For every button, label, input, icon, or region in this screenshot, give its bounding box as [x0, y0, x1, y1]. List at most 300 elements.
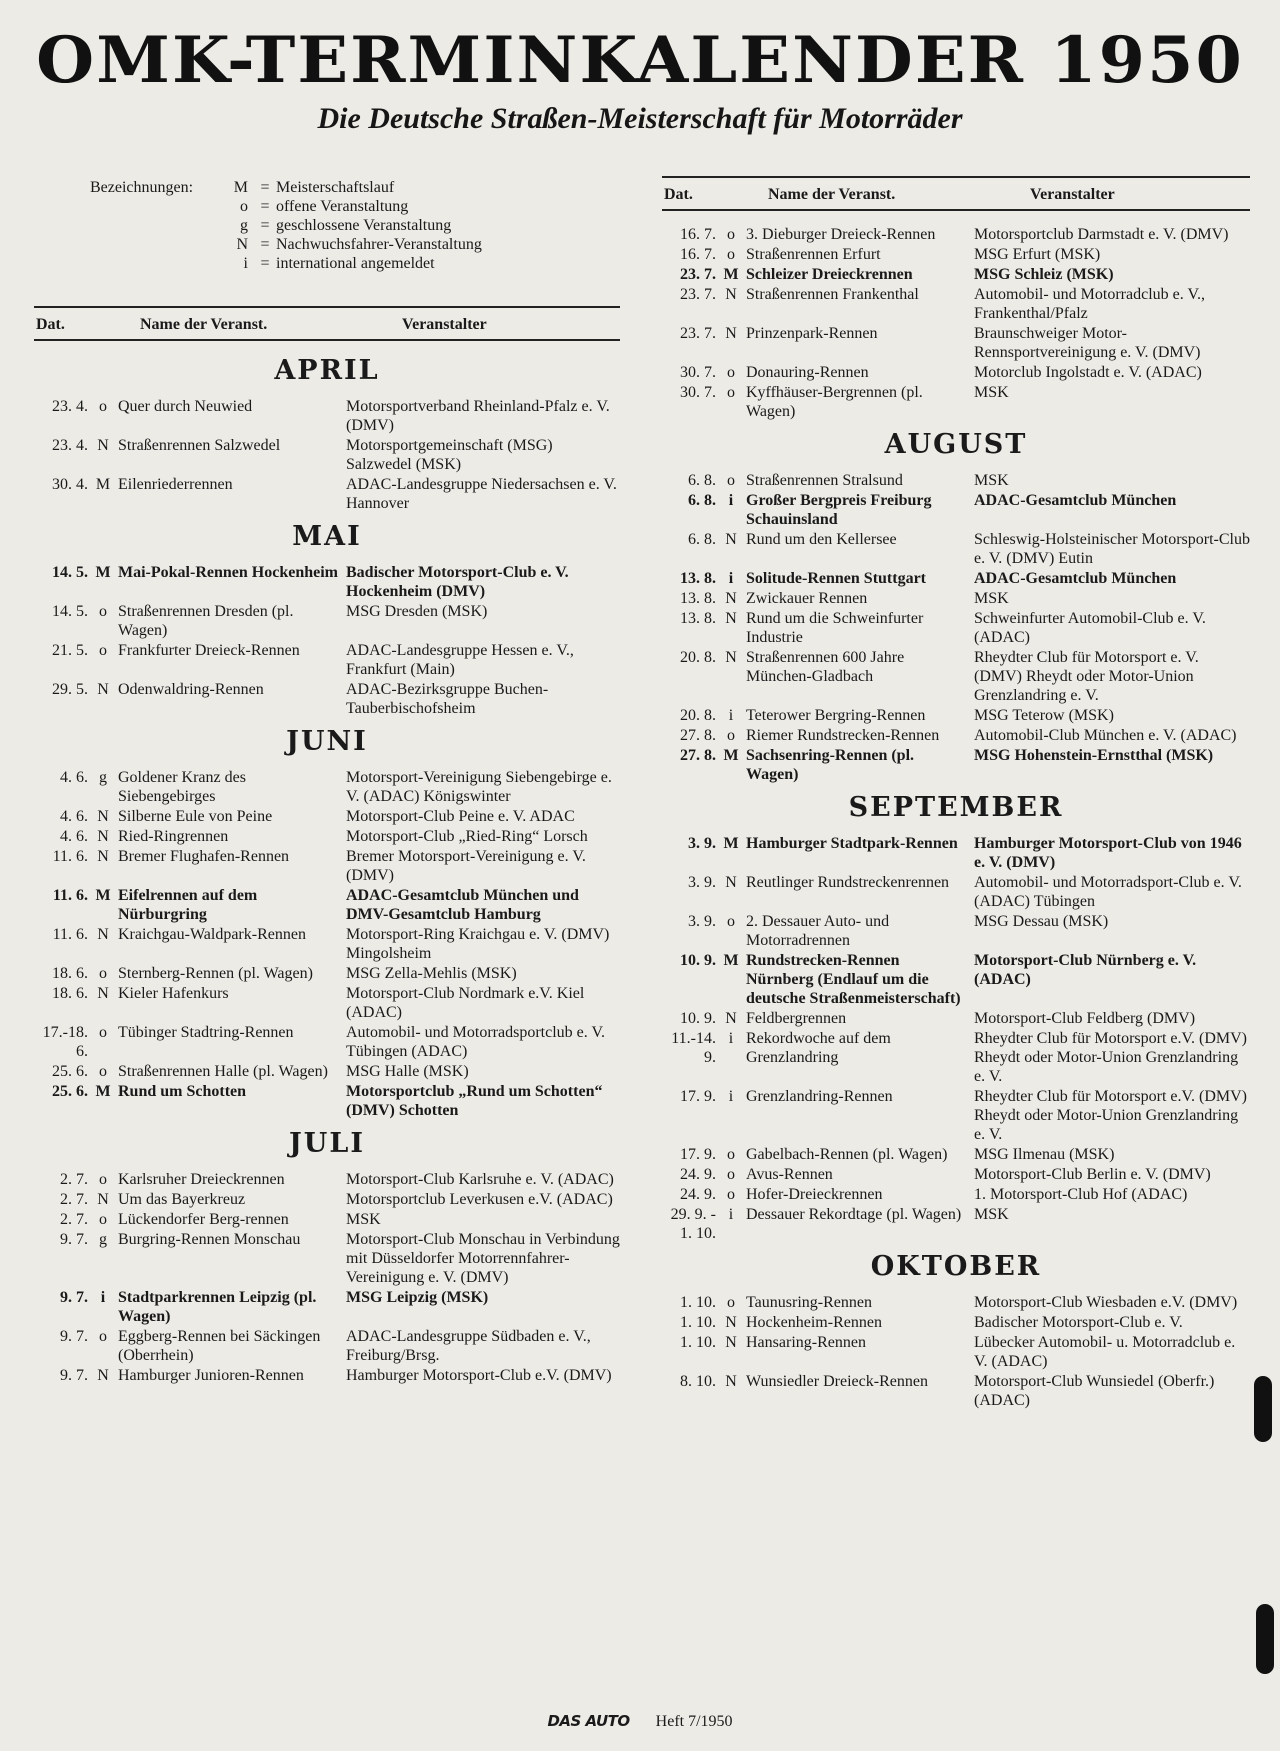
event-type: o — [99, 603, 107, 620]
event-type: g — [99, 769, 107, 786]
event-date: 23. 7. — [680, 325, 716, 342]
magazine-logo: DAS AUTO — [547, 1712, 630, 1730]
event-type: N — [725, 1314, 737, 1331]
event-date: 23. 7. — [680, 266, 716, 283]
event-name: Rekordwoche auf dem Grenzlandring — [746, 1030, 891, 1066]
event-row — [662, 491, 1250, 529]
event-date: 30. 7. — [680, 384, 716, 401]
event-name: Eifelrennen auf dem Nürburgring — [118, 887, 258, 923]
event-organizer: Badischer Motorsport-Club e. V. — [974, 1314, 1183, 1331]
event-name: Dessauer Rekordtage (pl. Wagen) — [746, 1206, 962, 1223]
event-organizer: Lübecker Automobil- u. Motorradclub e. V. (ADAC) — [974, 1334, 1236, 1370]
event-date: 6. 8. — [688, 531, 716, 548]
event-organizer: MSG Dresden (MSK) — [346, 603, 488, 620]
header-organizer: Veranstalter — [402, 316, 487, 333]
legend-row — [90, 235, 482, 254]
legend-equals: = — [260, 255, 270, 272]
event-type: i — [728, 492, 734, 509]
event-organizer: Motorsport-Club Wunsiedel (Oberfr.) (ADAC) — [974, 1373, 1215, 1409]
event-name: Straßenrennen Stralsund — [746, 472, 903, 489]
event-name: Eilenriederrennen — [118, 476, 233, 493]
binder-hole — [1256, 1604, 1274, 1674]
event-type: i — [728, 707, 734, 724]
table-header — [662, 176, 1250, 211]
month-heading: MAI — [292, 521, 362, 552]
event-date: 23. 4. — [52, 398, 88, 415]
event-name: Sachsenring-Rennen (pl. Wagen) — [746, 747, 915, 783]
event-type: N — [97, 808, 109, 825]
event-organizer: MSG Zella-Mehlis (MSK) — [346, 965, 517, 982]
event-organizer: MSG Hohenstein-Ernstthal (MSK) — [974, 747, 1214, 764]
event-date: 14. 5. — [52, 603, 88, 620]
event-organizer: Braunschweiger Motor-Rennsportvereinigung e. V. (DMV) — [974, 325, 1201, 361]
event-type: o — [727, 1146, 735, 1163]
event-date: 14. 5. — [52, 564, 88, 581]
event-date: 11. 6. — [52, 926, 88, 943]
event-row — [662, 1087, 1250, 1144]
event-type: M — [723, 266, 739, 283]
event-date: 3. 9. — [688, 835, 716, 852]
event-name: Straßenrennen Dresden (pl. Wagen) — [118, 603, 294, 639]
event-date: 10. 9. — [680, 1010, 716, 1027]
month-heading: JULI — [289, 1128, 365, 1159]
event-name: Reutlinger Rundstreckenrennen — [746, 874, 950, 891]
event-row — [662, 609, 1250, 647]
event-name: Rund um die Schweinfurter Industrie — [746, 610, 924, 646]
event-name: Gabelbach-Rennen (pl. Wagen) — [746, 1146, 948, 1163]
event-date: 24. 9. — [680, 1186, 716, 1203]
event-name: Avus-Rennen — [746, 1166, 833, 1183]
event-name: Riemer Rundstrecken-Rennen — [746, 727, 940, 744]
event-organizer: Motorsport-Club Nordmark e.V. Kiel (ADAC) — [346, 985, 585, 1021]
event-row — [662, 1293, 1250, 1312]
event-organizer: 1. Motorsport-Club Hof (ADAC) — [974, 1186, 1188, 1203]
event-date: 2. 7. — [60, 1211, 88, 1228]
event-type: o — [99, 1328, 107, 1345]
legend-code: g — [240, 217, 248, 234]
event-name: Kieler Hafenkurs — [118, 985, 229, 1002]
event-row — [34, 807, 620, 826]
event-organizer: Bremer Motorsport-Vereinigung e. V. (DMV) — [346, 848, 586, 884]
event-type: N — [97, 1191, 109, 1208]
event-row — [34, 1170, 620, 1189]
event-date: 27. 8. — [680, 747, 716, 764]
event-type: o — [727, 472, 735, 489]
event-organizer: Motorsportverband Rheinland-Pfalz e. V. (DMV) — [346, 398, 610, 434]
event-type: N — [725, 874, 737, 891]
event-type: N — [97, 985, 109, 1002]
event-date: 4. 6. — [60, 769, 88, 786]
event-row — [34, 1190, 620, 1209]
event-name: Rund um Schotten — [118, 1083, 247, 1100]
event-organizer: Motorsportclub „Rund um Schotten“ (DMV) Schotten — [346, 1083, 603, 1119]
event-name: Sternberg-Rennen (pl. Wagen) — [118, 965, 313, 982]
event-date: 3. 9. — [688, 913, 716, 930]
event-type: o — [99, 965, 107, 982]
event-type: o — [99, 1024, 107, 1041]
event-date: 6. 8. — [688, 472, 716, 489]
event-row — [34, 397, 620, 435]
header-date: Dat. — [36, 316, 65, 333]
event-organizer: Rheydter Club für Motorsport e.V. (DMV) Rheydt oder Motor-Union Grenzlandring e. V. — [974, 1088, 1248, 1143]
event-row — [34, 563, 620, 601]
event-date: 1. 10. — [680, 1314, 716, 1331]
event-row — [662, 363, 1250, 382]
event-name: Rundstrecken-Rennen Nürnberg (Endlauf um die deutsche Straßenmeisterschaft) — [746, 952, 961, 1007]
event-date: 17. 9. — [680, 1146, 716, 1163]
event-type: o — [727, 364, 735, 381]
event-organizer: Motorsport-Club Peine e. V. ADAC — [346, 808, 575, 825]
month-heading: APRIL — [274, 355, 380, 386]
event-organizer: Automobil- und Motorradclub e. V., Frankenthal/Pfalz — [974, 286, 1205, 322]
event-row — [34, 602, 620, 640]
event-date: 2. 7. — [60, 1171, 88, 1188]
event-date: 21. 5. — [52, 642, 88, 659]
event-name: Tübinger Stadtring-Rennen — [118, 1024, 294, 1041]
event-date: 20. 8. — [680, 649, 716, 666]
event-name: Solitude-Rennen Stuttgart — [746, 570, 927, 587]
event-organizer: Motorsport-Club Wiesbaden e.V. (DMV) — [974, 1294, 1238, 1311]
legend-text: international angemeldet — [276, 255, 435, 272]
event-type: N — [97, 926, 109, 943]
legend — [90, 178, 482, 273]
event-name: Hockenheim-Rennen — [746, 1314, 882, 1331]
event-organizer: Automobil- und Motorradsportclub e. V. Tübingen (ADAC) — [346, 1024, 605, 1060]
event-name: Donauring-Rennen — [746, 364, 869, 381]
event-type: N — [97, 1367, 109, 1384]
event-organizer: ADAC-Landesgruppe Hessen e. V., Frankfurt (Main) — [346, 642, 574, 678]
header-date: Dat. — [664, 186, 693, 203]
event-organizer: Motorsport-Club Karlsruhe e. V. (ADAC) — [346, 1171, 614, 1188]
event-organizer: Automobil- und Motorradsport-Club e. V. (ADAC) Tübingen — [974, 874, 1242, 910]
event-date: 11. 6. — [52, 848, 88, 865]
event-row — [662, 1372, 1250, 1410]
event-row — [662, 225, 1250, 244]
left-events — [34, 355, 620, 1385]
event-name: Taunusring-Rennen — [746, 1294, 872, 1311]
legend-code: M — [233, 179, 248, 196]
event-name: Straßenrennen Frankenthal — [746, 286, 919, 303]
event-date: 2. 7. — [60, 1191, 88, 1208]
event-organizer: Rheydter Club für Motorsport e. V. (DMV) Rheydt oder Motor-Union Grenzlandring e. V. — [974, 649, 1199, 704]
event-type: o — [99, 398, 107, 415]
header-name: Name der Veranst. — [140, 316, 268, 333]
event-row — [662, 1165, 1250, 1184]
event-organizer: MSG Schleiz (MSK) — [974, 266, 1114, 283]
event-organizer: MSK — [974, 472, 1009, 489]
legend-row — [90, 254, 482, 273]
legend-text: geschlossene Veranstaltung — [276, 217, 452, 234]
right-events — [662, 225, 1250, 1410]
event-date: 9. 7. — [60, 1367, 88, 1384]
event-name: Straßenrennen 600 Jahre München-Gladbach — [746, 649, 905, 685]
event-row — [662, 726, 1250, 745]
legend-code: i — [243, 255, 248, 272]
event-row — [34, 847, 620, 885]
event-date: 9. 7. — [60, 1328, 88, 1345]
event-type: N — [725, 610, 737, 627]
event-type: N — [725, 649, 737, 666]
event-type: o — [727, 727, 735, 744]
event-date: 13. 8. — [680, 570, 716, 587]
event-row — [662, 951, 1250, 1008]
event-type: M — [95, 887, 111, 904]
event-name: Kraichgau-Waldpark-Rennen — [118, 926, 306, 943]
event-organizer: MSK — [974, 1206, 1009, 1223]
event-date: 9. 7. — [60, 1289, 88, 1306]
event-date: 4. 6. — [60, 808, 88, 825]
event-organizer: MSG Erfurt (MSK) — [974, 246, 1101, 263]
month-heading: OKTOBER — [870, 1251, 1042, 1282]
event-date: 9. 7. — [60, 1231, 88, 1248]
event-organizer: Motorsport-Vereinigung Siebengebirge e. V. (ADAC) Königswinter — [346, 769, 612, 805]
legend-row — [90, 216, 482, 235]
event-type: o — [727, 246, 735, 263]
event-row — [662, 285, 1250, 323]
event-name: Grenzlandring-Rennen — [746, 1088, 893, 1105]
event-name: Eggberg-Rennen bei Säckingen (Oberrhein) — [118, 1328, 321, 1364]
event-type: i — [728, 1030, 734, 1047]
event-name: Burgring-Rennen Monschau — [118, 1231, 301, 1248]
event-organizer: ADAC-Gesamtclub München und DMV-Gesamtclub Hamburg — [346, 887, 579, 923]
event-name: 2. Dessauer Auto- und Motorradrennen — [746, 913, 890, 949]
event-organizer: MSK — [346, 1211, 381, 1228]
event-name: 3. Dieburger Dreieck-Rennen — [746, 226, 936, 243]
event-organizer: Motorsport-Club „Ried-Ring“ Lorsch — [346, 828, 588, 845]
event-row — [34, 1210, 620, 1229]
event-organizer: MSK — [974, 384, 1009, 401]
event-organizer: Motorsport-Club Monschau in Verbindung mit Düsseldorfer Motorrennfahrer-Vereinigung e. V. (DMV) — [346, 1231, 620, 1286]
event-date: 23. 7. — [680, 286, 716, 303]
event-organizer: Motorsportclub Leverkusen e.V. (ADAC) — [346, 1191, 613, 1208]
event-organizer: Motorsport-Club Berlin e. V. (DMV) — [974, 1166, 1211, 1183]
event-type: o — [99, 642, 107, 659]
event-row — [34, 1327, 620, 1365]
event-row — [662, 1185, 1250, 1204]
event-date: 25. 6. — [52, 1083, 88, 1100]
event-type: N — [725, 1373, 737, 1390]
legend-heading — [90, 254, 226, 273]
event-type: g — [99, 1231, 107, 1248]
event-type: N — [97, 828, 109, 845]
legend-row — [90, 197, 482, 216]
event-organizer: ADAC-Gesamtclub München — [974, 570, 1177, 587]
event-name: Feldbergrennen — [746, 1010, 847, 1027]
legend-text: Nachwuchsfahrer-Veranstaltung — [276, 236, 482, 253]
event-name: Hamburger Stadtpark-Rennen — [746, 835, 958, 852]
event-name: Prinzenpark-Rennen — [746, 325, 878, 342]
event-row — [34, 964, 620, 983]
event-organizer: MSK — [974, 590, 1009, 607]
event-type: M — [95, 476, 111, 493]
event-type: N — [725, 590, 737, 607]
event-row — [34, 1230, 620, 1287]
event-name: Wunsiedler Dreieck-Rennen — [746, 1373, 928, 1390]
event-row — [34, 1082, 620, 1120]
event-name: Stadtparkrennen Leipzig (pl. Wagen) — [118, 1289, 317, 1325]
page-title: OMK-TERMINKALENDER 1950 — [36, 23, 1244, 98]
event-row — [34, 1366, 620, 1385]
event-type: M — [95, 1083, 111, 1100]
event-row — [34, 1023, 620, 1061]
legend-equals: = — [260, 236, 270, 253]
legend-code: o — [240, 198, 248, 215]
event-date: 29. 9. - 1. 10. — [670, 1206, 716, 1242]
event-date: 16. 7. — [680, 226, 716, 243]
event-organizer: Hamburger Motorsport-Club von 1946 e. V. (DMV) — [974, 835, 1242, 871]
event-row — [34, 886, 620, 924]
event-row — [34, 641, 620, 679]
left-column — [34, 306, 620, 1386]
month-heading: JUNI — [286, 726, 368, 757]
event-type: o — [727, 1294, 735, 1311]
event-date: 11. 6. — [52, 887, 88, 904]
event-organizer: Schleswig-Holsteinischer Motorsport-Club e. V. (DMV) Eutin — [974, 531, 1250, 567]
event-name: Hamburger Junioren-Rennen — [118, 1367, 304, 1384]
event-type: o — [727, 1166, 735, 1183]
right-column — [662, 176, 1250, 1411]
event-organizer: Motorsport-Club Nürnberg e. V. (ADAC) — [974, 952, 1197, 988]
event-row — [34, 436, 620, 474]
event-date: 20. 8. — [680, 707, 716, 724]
event-name: Quer durch Neuwied — [118, 398, 253, 415]
event-type: o — [727, 913, 735, 930]
event-organizer: Motorsportgemeinschaft (MSG) Salzwedel (MSK) — [346, 437, 553, 473]
event-organizer: MSG Dessau (MSK) — [974, 913, 1109, 930]
event-row — [662, 265, 1250, 284]
event-type: N — [725, 1334, 737, 1351]
event-row — [662, 589, 1250, 608]
event-row — [662, 706, 1250, 725]
event-row — [662, 1313, 1250, 1332]
event-name: Straßenrennen Salzwedel — [118, 437, 281, 454]
legend-code: N — [236, 236, 248, 253]
event-date: 4. 6. — [60, 828, 88, 845]
event-name: Goldener Kranz des Siebengebirges — [118, 769, 246, 805]
event-row — [662, 1029, 1250, 1086]
event-type: N — [725, 531, 737, 548]
event-name: Kyffhäuser-Bergrennen (pl. Wagen) — [746, 384, 923, 420]
event-row — [662, 245, 1250, 264]
event-name: Hofer-Dreieckrennen — [746, 1186, 883, 1203]
event-row — [662, 746, 1250, 784]
event-type: i — [728, 1206, 734, 1223]
event-row — [662, 648, 1250, 705]
event-date: 18. 6. — [52, 965, 88, 982]
event-organizer: ADAC-Landesgruppe Südbaden e. V., Freiburg/Brsg. — [346, 1328, 591, 1364]
table-header — [34, 306, 620, 341]
event-type: M — [723, 747, 739, 764]
event-date: 8. 10. — [680, 1373, 716, 1390]
event-organizer: Schweinfurter Automobil-Club e. V. (ADAC) — [974, 610, 1206, 646]
event-row — [34, 984, 620, 1022]
event-row — [662, 471, 1250, 490]
event-row — [662, 1333, 1250, 1371]
event-type: N — [725, 325, 737, 342]
event-name: Zwickauer Rennen — [746, 590, 868, 607]
event-organizer: MSG Leipzig (MSK) — [346, 1289, 489, 1306]
event-name: Bremer Flughafen-Rennen — [118, 848, 290, 865]
event-row — [662, 1205, 1250, 1243]
legend-heading — [90, 216, 226, 235]
event-organizer: ADAC-Gesamtclub München — [974, 492, 1177, 509]
event-organizer: Motorsport-Club Feldberg (DMV) — [974, 1010, 1196, 1027]
event-type: N — [97, 681, 109, 698]
event-name: Lückendorfer Berg-rennen — [118, 1211, 289, 1228]
event-name: Um das Bayerkreuz — [118, 1191, 246, 1208]
event-row — [662, 530, 1250, 568]
event-date: 11.-14. 9. — [671, 1030, 716, 1066]
event-name: Teterower Bergring-Rennen — [746, 707, 926, 724]
event-date: 29. 5. — [52, 681, 88, 698]
event-date: 10. 9. — [680, 952, 716, 969]
event-row — [34, 827, 620, 846]
event-name: Schleizer Dreieckrennen — [746, 266, 913, 283]
event-type: N — [97, 437, 109, 454]
event-row — [662, 383, 1250, 421]
event-row — [662, 1009, 1250, 1028]
event-type: o — [99, 1063, 107, 1080]
event-type: o — [99, 1171, 107, 1188]
event-date: 27. 8. — [680, 727, 716, 744]
legend-text: Meisterschaftslauf — [276, 179, 395, 196]
month-heading: AUGUST — [884, 429, 1028, 460]
event-row — [34, 768, 620, 806]
event-name: Karlsruher Dreieckrennen — [118, 1171, 285, 1188]
event-organizer: ADAC-Landesgruppe Niedersachsen e. V. Hannover — [346, 476, 617, 512]
event-name: Silberne Eule von Peine — [118, 808, 273, 825]
issue-number: Heft 7/1950 — [655, 1713, 733, 1730]
event-type: o — [727, 226, 735, 243]
event-type: i — [728, 1088, 734, 1105]
event-date: 6. 8. — [688, 492, 716, 509]
event-date: 1. 10. — [680, 1294, 716, 1311]
event-name: Mai-Pokal-Rennen Hockenheim — [118, 564, 338, 581]
event-name: Odenwaldring-Rennen — [118, 681, 264, 698]
event-organizer: Motorclub Ingolstadt e. V. (ADAC) — [974, 364, 1202, 381]
event-row — [34, 925, 620, 963]
event-name: Hansaring-Rennen — [746, 1334, 866, 1351]
event-date: 30. 7. — [680, 364, 716, 381]
legend-equals: = — [260, 198, 270, 215]
event-organizer: MSG Halle (MSK) — [346, 1063, 469, 1080]
event-type: i — [728, 570, 734, 587]
event-date: 1. 10. — [680, 1334, 716, 1351]
event-organizer: MSG Teterow (MSK) — [974, 707, 1114, 724]
event-type: M — [723, 835, 739, 852]
event-organizer: Motorsportclub Darmstadt e. V. (DMV) — [974, 226, 1229, 243]
header-name: Name der Veranst. — [768, 186, 896, 203]
event-date: 30. 4. — [52, 476, 88, 493]
event-row — [34, 475, 620, 513]
event-date: 24. 9. — [680, 1166, 716, 1183]
event-type: M — [723, 952, 739, 969]
legend-row — [90, 178, 482, 197]
event-organizer: Hamburger Motorsport-Club e.V. (DMV) — [346, 1367, 612, 1384]
legend-text: offene Veranstaltung — [276, 198, 409, 215]
binder-hole — [1254, 1376, 1272, 1442]
event-type: N — [725, 1010, 737, 1027]
event-type: o — [727, 384, 735, 401]
event-name: Rund um den Kellersee — [746, 531, 897, 548]
event-organizer: Motorsport-Ring Kraichgau e. V. (DMV) Mingolsheim — [346, 926, 610, 962]
event-date: 16. 7. — [680, 246, 716, 263]
event-name: Ried-Ringrennen — [118, 828, 229, 845]
event-type: M — [95, 564, 111, 581]
event-type: N — [725, 286, 737, 303]
event-name: Frankfurter Dreieck-Rennen — [118, 642, 300, 659]
event-row — [662, 912, 1250, 950]
